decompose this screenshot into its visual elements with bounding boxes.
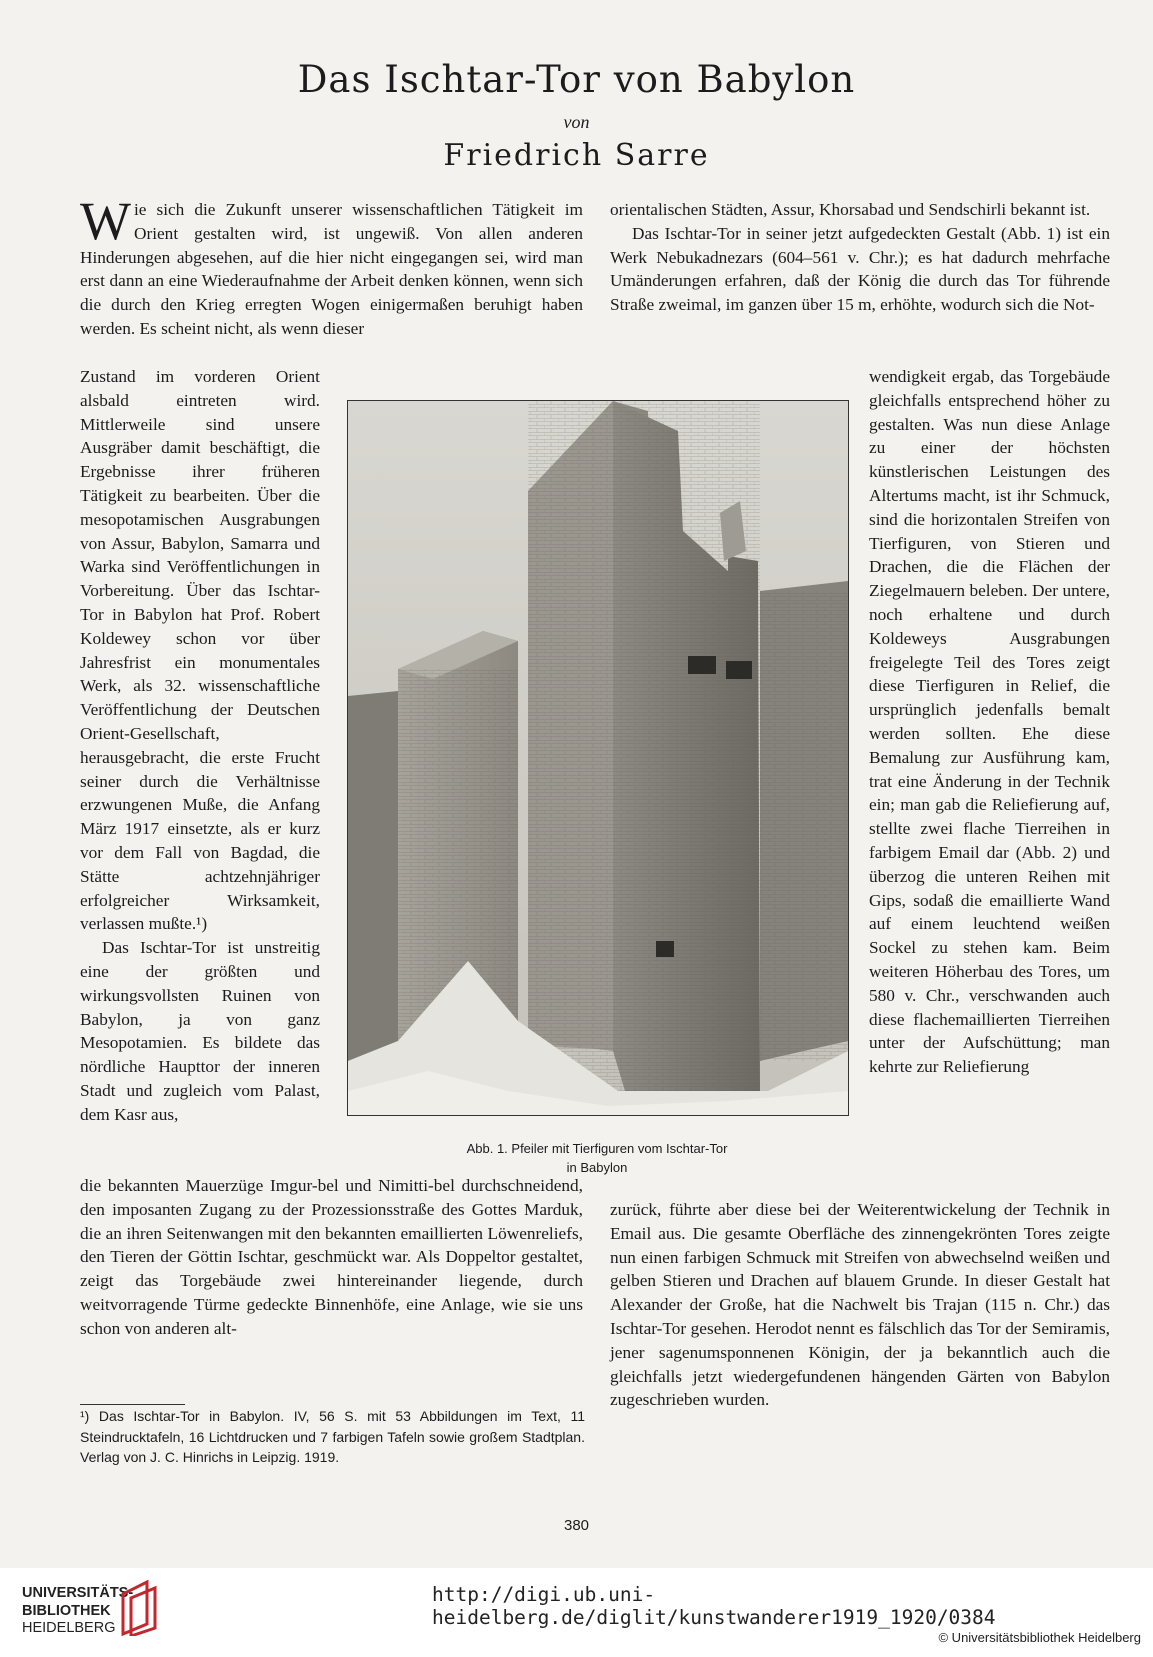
library-line-2: BIBLIOTHEK [22,1602,111,1619]
page-number: 380 [563,1517,590,1534]
right-column-wide [610,1198,1110,1412]
article-author: Friedrich Sarre [443,138,710,173]
paragraph-2-narrow: Das Ischtar-Tor ist unstreitig eine der größten und wirkungsvollsten Ruinen von Babylon, ja von ganz Mesopotamien. Es bildete das nördliche Haupttor der inneren Stadt und zugleich vom Palast, dem Kasr aus, [80,938,320,1124]
left-column-lead [80,191,583,341]
footnote: ¹) Das Ischtar-Tor in Babylon. IV, 56 S. mit 53 Abbildungen im Text, 11 Steindrucktafeln, 16 Lichtdrucken und 7 farbigen Tafeln sowie großem Stadtplan. Verlag von J. C. Hinrichs in Leipzig. 1919. [80,1408,585,1465]
library-line-3: HEIDELBERG [22,1620,116,1636]
paragraph-1-narrow: Zustand im vorderen Orient alsbald eintreten wird. Mittlerweile sind unsere Ausgräber damit beschäftigt, die Ergebnisse ihrer früheren Tätigkeit zu bearbeiten. Über die mesopotamischen Ausgrabungen von Assur, Babylon, Samarra und Warka sind Veröffentlichungen in Vorbereitung. Über das Ischtar-Tor in Babylon hat Prof. Robert Koldewey schon vor über Jahresfrist ein monumentales Werk, als 32. wissenschaftliche Veröffentlichung der Deutschen Orient-Gesellschaft, herausgebracht, die erste Frucht seiner durch die Verhältnisse erzwungenen Muße, die Anfang März 1917 einsetzte, als er kurz vor dem Fall von Bagdad, die Stätte achtzehnjähriger erfolgreicher Wirksamkeit, verlassen mußte.¹) [80,367,320,934]
paragraph-2-wide: die bekannten Mauerzüge Imgur-bel und Nimitti-bel durchschneidend, den imposanten Zugang zu der Prozessionsstraße des Gottes Marduk, die an ihren Seitenwangen mit den bekannten emaillierten Löwenreliefs, den Tieren der Göttin Ischtar, geschmückt war. Als Doppeltor gestaltet, zeigt das Torgebäude zwei hintereinander liegende, durch weitvorragende Türme gedeckte Binnenhöfe, eine Anlage, wie sie uns schon von anderen alt- [80,1176,583,1338]
right-paragraph-2-wide: zurück, führte aber diese bei der Weiterentwickelung der Technik in Email aus. Die gesamte Oberfläche des zinnengekrönten Tores zeigte nun einen farbigen Schmuck mit Streifen von abwechselnd weißen und gelben Stieren und Drachen auf blauem Grunde. In dieser Gestalt hat Alexander der Große, hat die Nachwelt bis Trajan (115 n. Chr.) das Ischtar-Tor gesehen. Herodot nennt es fälschlich das Tor der Semiramis, jener sagenumsponnenen Königin, der ja bekanntlich auch die gleichfalls jetzt wiedergefundenen hängenden Gärten von Babylon zugeschrieben wurden. [610,1200,1110,1410]
library-line-1: UNIVERSITÄTS- [22,1585,134,1601]
figure-caption [347,1139,847,1177]
dropcap: W [80,191,131,251]
paragraph-1-lead: ie sich die Zukunft unserer wissenschaftlichen Tätigkeit im Orient gestalten wird, ist ungewiß. Von allen anderen Hinderungen abgesehen, auf die hier nicht eingegangen sei, wird man erst dann an eine Wiederaufnahme der Arbeit denken können, wenn sich die durch den Krieg erregten Wogen einigermaßen beruhigt haben werden. Es scheint nicht, als wenn dieser [80,200,583,338]
figure-photo-ischtar-gate-pillar [347,400,849,1116]
caption-line-1: Abb. 1. Pfeiler mit Tierfiguren vom Ischtar-Tor [466,1141,728,1156]
footnote-rule [80,1404,185,1405]
copyright-notice: © Universitätsbibliothek Heidelberg [938,1630,1141,1645]
right-paragraph-2-lead: Das Ischtar-Tor in seiner jetzt aufgedeckten Gestalt (Abb. 1) ist ein Werk Nebukadnezars (604–561 v. Chr.); es hat dadurch mehrfache Umänderungen erfahren, daß der König die durch das Tor führende Straße zweimal, im ganzen über 15 m, erhöhte, wodurch sich die Not- [610,223,1110,315]
right-paragraph-2-narrow: wendigkeit ergab, das Torgebäude gleichfalls entsprechend höher zu gestalten. Was nun diese Anlage zu einer der höchsten künstlerischen Leistungen des Altertums macht, ist ihr Schmuck, sind die horizontalen Streifen von Tierfiguren, von Stieren und Drachen, die die Flächen der Ziegelmauern beleben. Der untere, noch erhaltene und durch Koldeweys Ausgrabungen freigelegte Teil des Tores zeigt diese Tierfiguren in Relief, die ursprünglich jedenfalls bemalt werden sollten. Ehe diese Bemalung zur Ausführung kam, trat eine Änderung in der Technik ein; man gab die Reliefierung auf, stellte zwei flache Tierreihen in farbigem Email dar (Abb. 2) und überzog die unteren Reihen mit Gips, sodaß die emaillierte Wand auf einem leuchtend weißen Sockel zu stehen kam. Beim weiteren Höherbau des Tores, um 580 v. Chr., verschwanden auch diese flachemaillierten Tierreihen unter der Aufschüttung; man kehrte zur Reliefierung [869,367,1110,1077]
right-column-lead [610,198,1110,317]
photo-illustration [348,401,848,1115]
article-title: Das Ischtar-Tor von Babylon [297,58,856,101]
left-column-narrow [80,365,320,1127]
library-logo-icon [117,1580,161,1636]
byline-von: von [563,112,590,132]
right-paragraph-1: orientalischen Städten, Assur, Khorsabad und Sendschirli bekannt ist. [610,200,1091,219]
right-column-narrow [869,365,1110,1079]
caption-line-2: in Babylon [566,1160,628,1175]
left-column-wide [80,1174,583,1341]
source-url-link[interactable]: http://digi.ub.uni-heidelberg.de/diglit/kunstwanderer1919_1920/0384 [432,1583,996,1629]
